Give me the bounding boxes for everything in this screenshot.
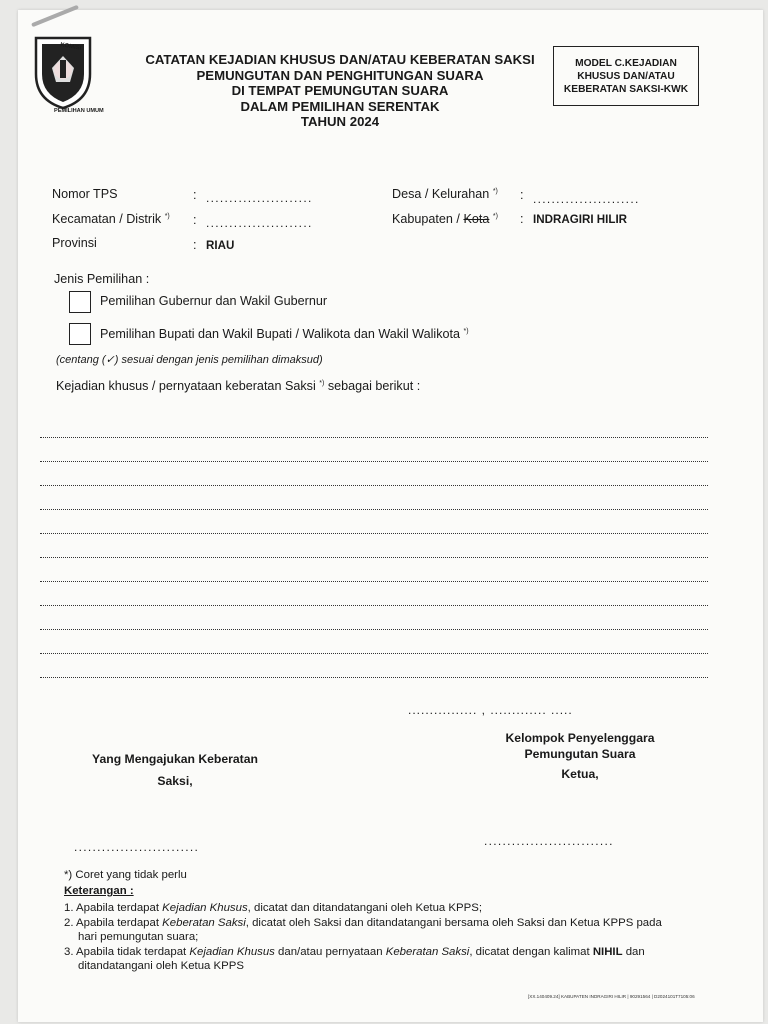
desa-colon: :: [520, 188, 524, 202]
model-line: KHUSUS DAN/ATAU: [577, 70, 675, 82]
kpps-signature-title: Kelompok Penyelenggara Pemungutan Suara Ketua,: [505, 731, 655, 781]
title-line: DALAM PEMILIHAN SERENTAK: [240, 98, 440, 114]
kabupaten-label: Kabupaten / Kota *): [392, 212, 498, 226]
kecamatan-colon: :: [193, 213, 197, 227]
kejadian-label: Kejadian khusus / pernyataan keberatan Saksi *) sebagai berikut :: [56, 379, 421, 393]
provinsi-label: Provinsi: [52, 236, 97, 250]
kabupaten-colon: :: [520, 212, 524, 226]
desa-label: Desa / Kelurahan *): [392, 187, 498, 201]
jenis-pemilihan-heading: Jenis Pemilihan :: [54, 272, 150, 286]
model-code-box: [553, 46, 699, 106]
model-line: KEBERATAN SAKSI-KWK: [563, 83, 689, 95]
writing-line[interactable]: [40, 437, 708, 438]
writing-line[interactable]: [40, 653, 708, 654]
date-line[interactable]: ................ , ............. .....: [408, 703, 573, 717]
title-line: CATATAN KEJADIAN KHUSUS DAN/ATAU KEBERATAN SAKSI: [145, 52, 535, 67]
writing-line[interactable]: [40, 509, 708, 510]
logo-text-bottom: PEMILIHAN UMUM: [54, 108, 104, 114]
bupati-option-label: Pemilihan Bupati dan Wakil Bupati / Walikota dan Wakil Walikota *): [100, 327, 469, 341]
gubernur-checkbox[interactable]: [69, 291, 91, 313]
kecamatan-field[interactable]: .......................: [206, 216, 313, 230]
writing-line[interactable]: [40, 677, 708, 678]
keterangan-heading: Keterangan :: [64, 885, 134, 897]
bupati-checkbox[interactable]: [69, 323, 91, 345]
keterangan-item-2: 2. Apabila terdapat Keberatan Saksi, dicatat oleh Saksi dan ditandatangani bersama oleh Saksi dan Ketua KPPS pada: [64, 916, 662, 929]
document-footer-code: [XX.140409.24] KABUPATEN INDRAGIRI HILIR | 90291564 | D2024101T7105:06: [528, 994, 695, 999]
writing-line[interactable]: [40, 605, 708, 606]
saksi-signature-title: Yang Mengajukan Keberatan Saksi,: [92, 752, 258, 788]
saksi-signature-line[interactable]: ...........................: [74, 840, 200, 854]
coret-note: *) Coret yang tidak perlu: [64, 869, 187, 881]
nomor-tps-label: Nomor TPS: [52, 187, 118, 201]
keterangan-item-1: 1. Apabila terdapat Kejadian Khusus, dicatat dan ditandatangani oleh Ketua KPPS;: [64, 902, 482, 914]
kabupaten-value: INDRAGIRI HILIR: [533, 213, 628, 226]
writing-line[interactable]: [40, 485, 708, 486]
provinsi-value: RIAU: [206, 239, 235, 252]
document-title: [120, 52, 560, 130]
title-line: PEMUNGUTAN DAN PENGHITUNGAN SUARA: [196, 67, 484, 83]
desa-field[interactable]: .......................: [533, 192, 640, 206]
nomor-tps-colon: :: [193, 188, 197, 202]
nomor-tps-field[interactable]: .......................: [206, 191, 313, 205]
logo-text-top: KOMISI: [59, 42, 82, 52]
keterangan-list: 1. Apabila terdapat Kejadian Khusus, dicatat dan ditandatangani oleh Ketua KPPS; 2. Apabila terdapat Keberatan Saksi, dicatat oleh Saksi dan ditandatangani bersama oleh Saksi dan Ketua KPPS pada hari pemungutan suara; 3. Apabila tidak terdapat Kejadian Khusus dan/atau pernyataan Keberatan Saksi, dicatat dengan kalimat NIHIL dan ditandatangani oleh Ketua KPPS: [64, 901, 714, 974]
title-line: DI TEMPAT PEMUNGUTAN SUARA: [231, 83, 449, 98]
provinsi-colon: :: [193, 238, 197, 252]
writing-line[interactable]: [40, 461, 708, 462]
model-line: MODEL C.KEJADIAN: [575, 57, 677, 69]
kpps-signature-line[interactable]: ............................: [484, 834, 614, 848]
writing-line[interactable]: [40, 629, 708, 630]
writing-line[interactable]: [40, 533, 708, 534]
writing-line[interactable]: [40, 581, 708, 582]
title-line: TAHUN 2024: [300, 114, 380, 129]
centang-note: (centang (✓) sesuai dengan jenis pemilihan dimaksud): [56, 354, 323, 366]
keterangan-item-3: 3. Apabila tidak terdapat Kejadian Khusus dan/atau pernyataan Keberatan Saksi, dicatat dengan kalimat NIHIL dan: [64, 945, 645, 958]
gubernur-option-label: Pemilihan Gubernur dan Wakil Gubernur: [100, 294, 328, 308]
kecamatan-label: Kecamatan / Distrik *): [52, 212, 170, 226]
writing-line[interactable]: [40, 557, 708, 558]
